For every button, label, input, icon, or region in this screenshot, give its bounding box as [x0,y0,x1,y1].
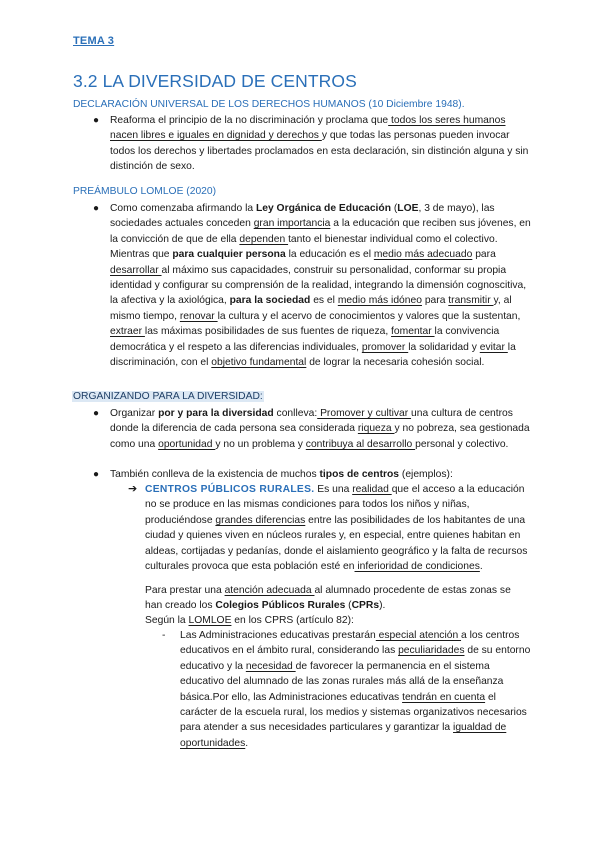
bullet-dot: ● [93,408,100,419]
paragraph-declaracion: Reaforma el principio de la no discriminación y proclama que todos los seres humanos nacen libres e iguales en dignidad y derechos y que todas las personas pueden invocar todos los derechos y libertades proclamados en esta declaración, sin distinción alguna y sin distinción de sexo. [110,115,529,173]
chapter-label: TEMA 3 [73,35,115,47]
paragraph-centros-rurales: CENTROS PÚBLICOS RURALES. Es una realidad que el acceso a la educación no se produce en las mismas condiciones para todos los niños y niñas, produciéndose grandes diferencias entre las posibilidades de los habitantes de una ciudad y quienes viven en núcleos rurales y, en especial, entre quienes habitan en aldeas, cortijadas y pedanías, donde el aislamiento geográfico y la falta de recursos culturales provoca que esta población esté en inferioridad de condiciones. [145,484,528,573]
arrow-right-icon: ➔ [128,483,138,495]
bullet-dot: ● [93,115,100,126]
section-heading-preambulo: PREÁMBULO LOMLOE (2020) [73,186,217,197]
paragraph-articulo-82: Las Administraciones educativas prestarán especial atención a los centros educativos en el ámbito rural, considerando las peculiaridades de su entorno educativo y la necesidad de favorecer la permanencia en el sistema educativo del alumnado de las zonas rurales más allá de la enseñanza básica.Por ello, las Administraciones educativas tendrán en cuenta el carácter de la escuela rural, los medios y sistemas organizativos necesarios para atender a sus necesidades particulares y garantizar la igualdad de oportunidades. [180,630,531,749]
section-heading-organizando: ORGANIZANDO PARA LA DIVERSIDAD: [73,391,263,402]
paragraph-preambulo: Como comenzaba afirmando la Ley Orgánica de Educación (LOE, 3 de mayo), las sociedades actuales conceden gran importancia a la educación que reciben sus jóvenes, en la convicción de que de ella dependen tanto el bienestar individual como el colectivo. Mientras que para cualquier persona la educación es el medio más adecuado para desarrollar al máximo sus capacidades, construir su personalidad, conformar su propia identidad y configurar su comprensión de la realidad, integrando la dimensión cognoscitiva, la afectiva y la axiológica, para la sociedad es el medio más idóneo para transmitir y, al mismo tiempo, renovar la cultura y el acervo de conocimientos y valores que la sustentan, extraer las máximas posibilidades de sus fuentes de riqueza, fomentar la convivencia democrática y el respeto a las diferencias individuales, promover la solidaridad y evitar la discriminación, con el objetivo fundamental de lograr la necesaria cohesión social. [110,203,531,369]
paragraph-lomloe: Según la LOMLOE en los CPRS (artículo 82): [145,615,354,626]
page-title: 3.2 LA DIVERSIDAD DE CENTROS [73,71,357,91]
paragraph-organizar: Organizar por y para la diversidad conlleva: Promover y cultivar una cultura de centros donde la diferencia de cada persona sea considerada riqueza y no pobreza, sea gestionada como una oportunidad y no un problema y contribuya al desarrollo personal y colectivo. [110,408,530,450]
paragraph-tipos: También conlleva de la existencia de muchos tipos de centros (ejemplos): [110,469,453,480]
section-heading-declaracion: DECLARACIÓN UNIVERSAL DE LOS DERECHOS HUMANOS (10 Diciembre 1948). [73,99,465,110]
bullet-dot: ● [93,203,100,214]
bullet-dot: ● [93,469,100,480]
dash-marker: - [162,630,166,641]
paragraph-cprs: Para prestar una atención adecuada al alumnado procedente de estas zonas se han creado los Colegios Públicos Rurales (CPRs). [145,585,511,612]
